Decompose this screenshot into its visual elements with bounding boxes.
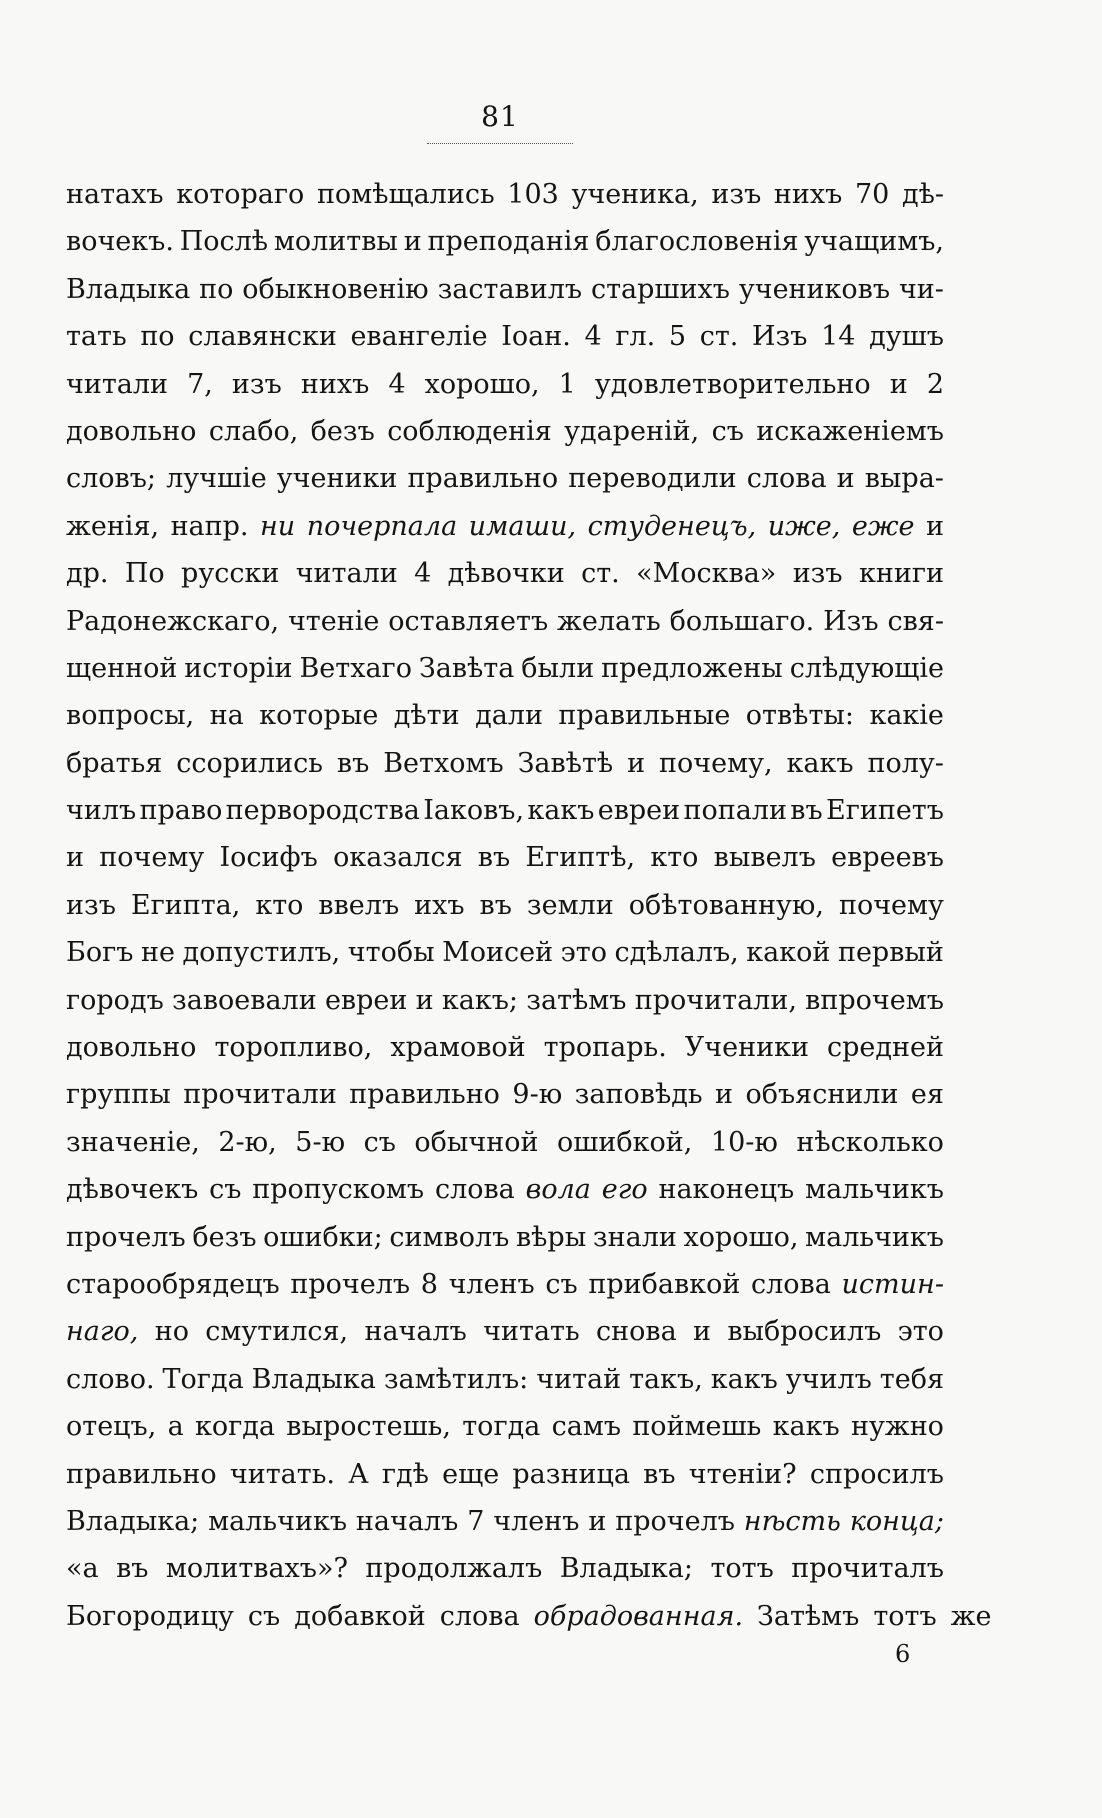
text-line: щенной исторіи Ветхаго Завѣта были предложены слѣдующіе xyxy=(66,652,944,684)
text-line: Радонежскаго, чтеніе оставляетъ желать большаго. Изъ свя- xyxy=(66,605,944,637)
text-line: «а въ молитвахъ»? продолжалъ Владыка; тотъ прочиталъ xyxy=(66,1553,944,1585)
text-line: изъ Египта, кто ввелъ ихъ въ земли обѣтованную, почему xyxy=(66,889,944,921)
text-line: прочелъ безъ ошибки; символъ вѣры знали хорошо, мальчикъ xyxy=(66,1221,944,1253)
text-line: др. По русски читали 4 дѣвочки ст. «Москва» изъ книги xyxy=(66,558,944,590)
text-line: женія, напр. ни почерпала имаши, студенецъ, иже, еже и xyxy=(66,510,944,542)
text-line: Богъ не допустилъ, чтобы Моисей это сдѣлалъ, какой первый xyxy=(66,937,944,969)
text-line: слово. Тогда Владыка замѣтилъ: читай такъ, какъ училъ тебя xyxy=(66,1363,944,1395)
text-line: читали 7, изъ нихъ 4 хорошо, 1 удовлетворительно и 2 xyxy=(66,368,944,400)
text-line: вопросы, на которые дѣти дали правильные отвѣты: какіе xyxy=(66,700,944,732)
body-text xyxy=(66,171,992,1640)
text-line: и почему Іосифъ оказался въ Египтѣ, кто вывелъ евреевъ xyxy=(66,842,944,874)
text-line: тать по славянски евангеліе Іоан. 4 гл. 5 ст. Изъ 14 душъ xyxy=(66,321,944,353)
text-line: группы прочитали правильно 9-ю заповѣдь и объяснили ея xyxy=(66,1079,944,1111)
header-rule xyxy=(427,143,573,144)
page-number: 81 xyxy=(481,100,519,133)
text-line: правильно читать. А гдѣ еще разница въ чтеніи? спросилъ xyxy=(66,1458,944,1490)
text-line: значеніе, 2-ю, 5-ю съ обычной ошибкой, 10-ю нѣсколько xyxy=(66,1126,944,1158)
text-line: довольно слабо, безъ соблюденія удареній, съ искаженіемъ xyxy=(66,415,944,447)
text-line: словъ; лучшіе ученики правильно переводили слова и выра- xyxy=(66,463,944,495)
text-line: братья ссорились въ Ветхомъ Завѣтѣ и почему, какъ полу- xyxy=(66,747,944,779)
text-line: довольно торопливо, храмовой тропарь. Ученики средней xyxy=(66,1032,944,1064)
text-line: чилъ право первородства Іаковъ, какъ евреи попали въ Египетъ xyxy=(66,795,944,827)
signature-mark: 6 xyxy=(895,1640,911,1668)
text-line: Владыка; мальчикъ началъ 7 членъ и прочелъ нѣсть конца; xyxy=(66,1505,944,1537)
text-line: наго, но смутился, началъ читать снова и выбросилъ это xyxy=(66,1316,944,1348)
text-line: натахъ котораго помѣщались 103 ученика, изъ нихъ 70 дѣ- xyxy=(66,179,944,210)
text-line: Владыка по обыкновенію заставилъ старшихъ учениковъ чи- xyxy=(66,273,944,305)
text-line: городъ завоевали евреи и какъ; затѣмъ прочитали, впрочемъ xyxy=(66,984,944,1016)
text-line: дѣвочекъ съ пропускомъ слова вола его наконецъ мальчикъ xyxy=(66,1174,944,1206)
text-line: вочекъ. Послѣ молитвы и преподанія благословенія учащимъ, xyxy=(66,226,944,258)
text-line: старообрядецъ прочелъ 8 членъ съ прибавкой слова истин- xyxy=(66,1268,944,1300)
text-line: Богородицу съ добавкой слова обрадованная. Затѣмъ тотъ же xyxy=(66,1600,992,1632)
text-line: отецъ, а когда выростешь, тогда самъ поймешь какъ нужно xyxy=(66,1411,944,1443)
